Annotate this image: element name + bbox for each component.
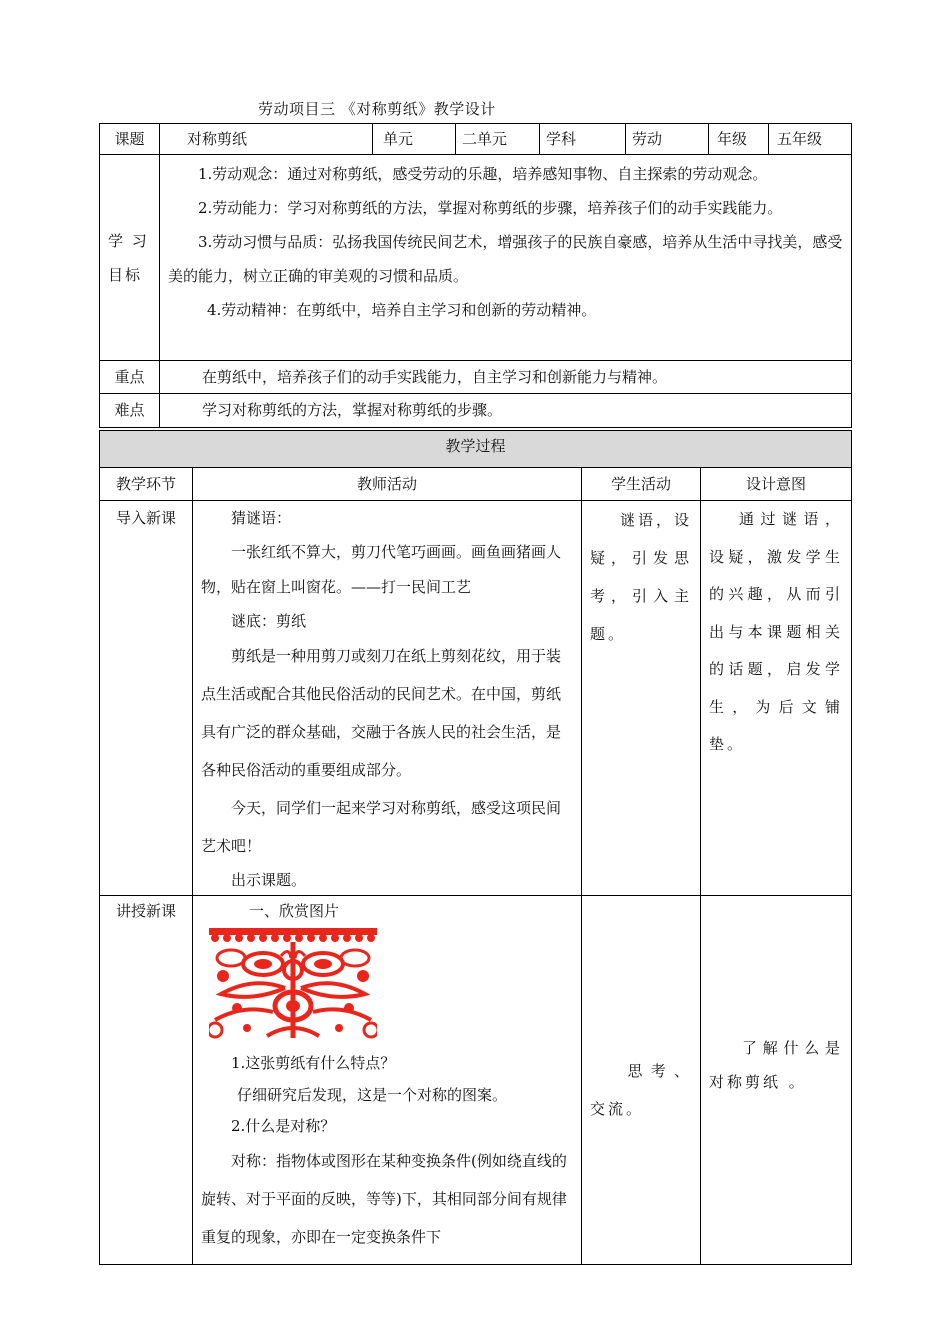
label-grade: 年级 — [709, 124, 769, 155]
paper-cut-shape — [364, 1023, 377, 1037]
paper-cut-shape — [217, 950, 245, 966]
paper-cut-shape — [314, 959, 332, 969]
paper-cut-shape — [232, 1003, 242, 1013]
column-header: 学生活动 — [582, 468, 701, 501]
paper-cut-shape — [367, 934, 375, 942]
teacher-line: 谜底：剪纸 — [231, 612, 307, 630]
topic-value: 对称剪纸 — [160, 124, 373, 155]
student-text: 思考、交流。 — [590, 1062, 692, 1118]
goal-item: 4.劳动精神：在剪纸中，培养自主学习和创新的劳动精神。 — [207, 301, 597, 319]
goals-label: 学 习目标 — [100, 155, 160, 361]
stage-label: 导入新课 — [100, 501, 193, 896]
lesson-info-table — [99, 123, 852, 428]
teacher-line: 剪纸是一种用剪刀或刻刀在纸上剪刻花纹，用于装点生活或配合其他民俗活动的民间艺术。在中国，剪纸具有广泛的群众基础，交融于各族人民的社会生活，是各种民俗活动的重要组成部分。 — [201, 647, 562, 779]
intent-text: 了解什么是对称剪纸 。 — [709, 1039, 844, 1091]
paper-cut-shape — [295, 934, 303, 942]
paper-cut-shape — [215, 1009, 273, 1020]
paper-cut-shape — [331, 934, 339, 942]
intent-text: 通过谜语，设疑，激发学生的兴趣，从而引出与本课题相关的话题，启发学生，为后文铺垫。 — [709, 510, 844, 753]
process-title: 教学过程 — [100, 431, 852, 468]
teacher-line: 出示课题。 — [231, 871, 307, 889]
symmetric-paper-cut-picture — [209, 928, 377, 1040]
paper-cut-shape — [223, 934, 231, 942]
paper-cut-shape — [209, 928, 377, 935]
paper-cut-shape — [313, 1009, 371, 1020]
paper-cut-shape — [283, 934, 291, 942]
goals-content — [160, 155, 852, 361]
paper-cut-shape — [335, 1024, 343, 1032]
paper-cut-shape — [355, 934, 363, 942]
process-row-intro — [100, 501, 852, 896]
teacher-activity — [193, 896, 582, 1265]
document-title: 劳动项目三 《对称剪纸》教学设计 — [258, 100, 496, 118]
key-point-row — [100, 361, 852, 394]
teacher-activity — [193, 501, 582, 896]
student-activity — [582, 501, 701, 896]
design-intent — [701, 896, 852, 1265]
paper-cut-shape — [254, 959, 272, 969]
paper-cut-shape — [286, 1000, 300, 1012]
paper-cut-shape — [357, 970, 369, 982]
subject-value: 劳动 — [626, 124, 709, 155]
label-subject: 学科 — [540, 124, 626, 155]
difficulty-label: 难点 — [100, 394, 160, 428]
paper-cut-shape — [247, 934, 255, 942]
paper-cut-image — [209, 928, 377, 1040]
teacher-line: 仔细研究后发现，这是一个对称的图案。 — [237, 1086, 508, 1104]
paper-cut-shape — [343, 934, 351, 942]
paper-cut-shape — [259, 934, 267, 942]
teacher-heading: 一、欣赏图片 — [249, 902, 340, 920]
paper-cut-shape — [235, 934, 243, 942]
teacher-line: 今天，同学们一起来学习对称剪纸，感受这项民间艺术吧！ — [201, 799, 562, 855]
label-topic: 课题 — [100, 124, 160, 155]
paper-cut-shape — [344, 1003, 354, 1013]
header-row — [100, 124, 852, 155]
teacher-line: 对称：指物体或图形在某种变换条件(例如绕直线的旋转、对于平面的反映，等等)下，其相同部分间有规律重复的现象，亦即在一定变换条件下 — [201, 1152, 567, 1246]
goal-item: 3.劳动习惯与品质：弘扬我国传统民间艺术，增强孩子的民族自豪感，培养从生活中寻找美，感受美的能力，树立正确的审美观的习惯和品质。 — [168, 233, 843, 285]
paper-cut-shape — [281, 951, 291, 958]
column-header: 设计意图 — [701, 468, 852, 501]
student-activity — [582, 896, 701, 1265]
student-text: 谜语，设疑，引发思考，引入主题。 — [590, 511, 693, 643]
teacher-line: 1.这张剪纸有什么特点？ — [231, 1054, 396, 1072]
key-point-text: 在剪纸中，培养孩子们的动手实践能力，自主学习和创新能力与精神。 — [160, 361, 852, 394]
paper-cut-shape — [221, 983, 285, 997]
process-columns-row — [100, 468, 852, 501]
column-header: 教师活动 — [193, 468, 582, 501]
paper-cut-shape — [319, 934, 327, 942]
unit-value: 二单元 — [456, 124, 540, 155]
difficulty-text: 学习对称剪纸的方法，掌握对称剪纸的步骤。 — [160, 394, 852, 428]
goals-row — [100, 155, 852, 361]
paper-cut-shape — [271, 934, 279, 942]
paper-cut-shape — [341, 950, 369, 966]
paper-cut-shape — [307, 934, 315, 942]
goal-item: 2.劳动能力：学习对称剪纸的方法，掌握对称剪纸的步骤，培养孩子们的动手实践能力。 — [198, 199, 783, 217]
process-title-row — [100, 431, 852, 468]
teaching-process-table — [99, 430, 852, 1265]
paper-cut-shape — [301, 983, 365, 997]
design-intent — [701, 501, 852, 896]
stage-label: 讲授新课 — [100, 896, 193, 1265]
key-point-label: 重点 — [100, 361, 160, 394]
goal-item: 1.劳动观念：通过对称剪纸，感受劳动的乐趣，培养感知事物、自主探索的劳动观念。 — [198, 165, 768, 183]
paper-cut-shape — [209, 1023, 222, 1037]
difficulty-row — [100, 394, 852, 428]
column-header: 教学环节 — [100, 468, 193, 501]
process-row-teach — [100, 896, 852, 1265]
label-unit: 单元 — [373, 124, 456, 155]
grade-value: 五年级 — [769, 124, 852, 155]
paper-cut-shape — [217, 970, 229, 982]
teacher-line: 猜谜语： — [231, 509, 292, 527]
paper-cut-shape — [243, 1024, 251, 1032]
paper-cut-shape — [295, 951, 305, 958]
paper-cut-shape — [211, 934, 219, 942]
teacher-line: 2.什么是对称？ — [231, 1117, 336, 1135]
teacher-line: 一张红纸不算大，剪刀代笔巧画画。画鱼画猪画人物，贴在窗上叫窗花。——打一民间工艺 — [201, 543, 562, 596]
